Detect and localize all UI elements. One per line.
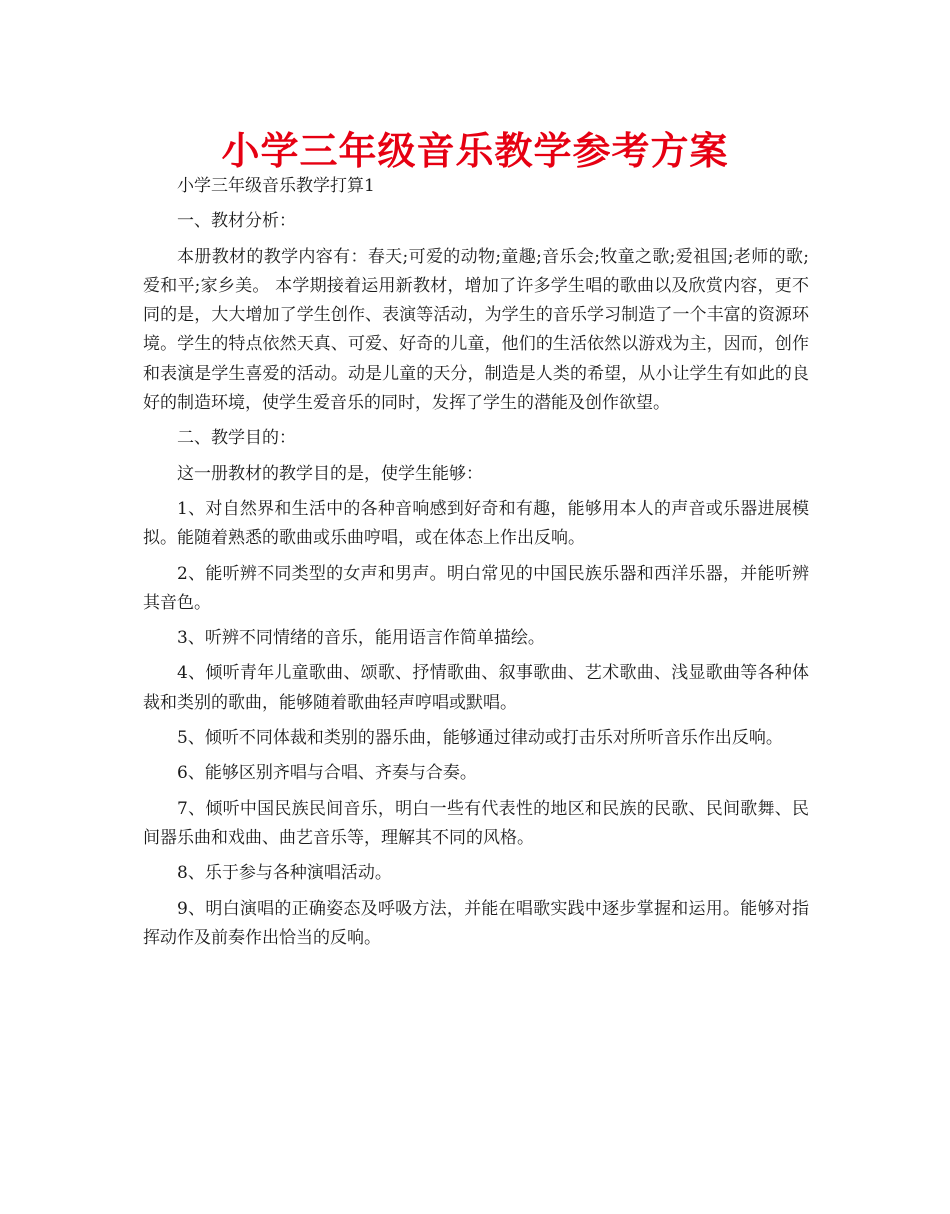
document-title: 小学三年级音乐教学参考方案 <box>221 129 729 173</box>
goal-item-8: 8、乐于参与各种演唱活动。 <box>177 863 392 884</box>
goal-item-9: 9、明白演唱的正确姿态及呼吸方法，并能在唱歌实践中逐步掌握和运用。能够对指挥动作及前奏作出恰当的反响。 <box>143 898 809 948</box>
goal-item-4: 4、倾听青年儿童歌曲、颂歌、抒情歌曲、叙事歌曲、艺术歌曲、浅显歌曲等各种体裁和类别的歌曲，能够随着歌曲轻声哼唱或默唱。 <box>143 663 809 713</box>
goal-item-3: 3、听辨不同情绪的音乐，能用语言作简单描绘。 <box>177 628 545 649</box>
section-heading-analysis: 一、教材分析： <box>177 211 296 232</box>
section-heading-goals: 二、教学目的： <box>177 428 296 449</box>
goal-item-2: 2、能听辨不同类型的女声和男声。明白常见的中国民族乐器和西洋乐器，并能听辨其音色。 <box>143 563 809 613</box>
paragraph-analysis: 本册教材的教学内容有：春天;可爱的动物;童趣;音乐会;牧童之歌;爱祖国;老师的歌;爱和平;家乡美。 本学期接着运用新教材，增加了许多学生唱的歌曲以及欣赏内容，更不同的是，大大增加了学生创作、表演等活动，为学生的音乐学习制造了一个丰富的资源环境。学生的特点依然天真、可爱、好奇的儿童，他们的生活依然以游戏为主，因而，创作和表演是学生喜爱的活动。动是儿童的天分，制造是人类的希望，从小让学生有如此的良好的制造环境，使学生爱音乐的同时，发挥了学生的潜能及创作欲望。 <box>143 246 809 414</box>
document-subtitle: 小学三年级音乐教学打算1 <box>177 176 375 196</box>
goal-item-1: 1、对自然界和生活中的各种音响感到好奇和有趣，能够用本人的声音或乐器进展模拟。能随着熟悉的歌曲或乐曲哼唱，或在体态上作出反响。 <box>143 498 809 549</box>
document-body <box>143 172 809 953</box>
goal-item-5: 5、倾听不同体裁和类别的器乐曲，能够通过律动或打击乐对所听音乐作出反响。 <box>177 728 783 749</box>
goal-item-6: 6、能够区别齐唱与合唱、齐奏与合奏。 <box>177 763 477 784</box>
goal-item-7: 7、倾听中国民族民间音乐，明白一些有代表性的地区和民族的民歌、民间歌舞、民间器乐曲和戏曲、曲艺音乐等，理解其不同的风格。 <box>143 798 809 848</box>
paragraph-goals-intro: 这一册教材的教学目的是，使学生能够： <box>177 463 483 484</box>
